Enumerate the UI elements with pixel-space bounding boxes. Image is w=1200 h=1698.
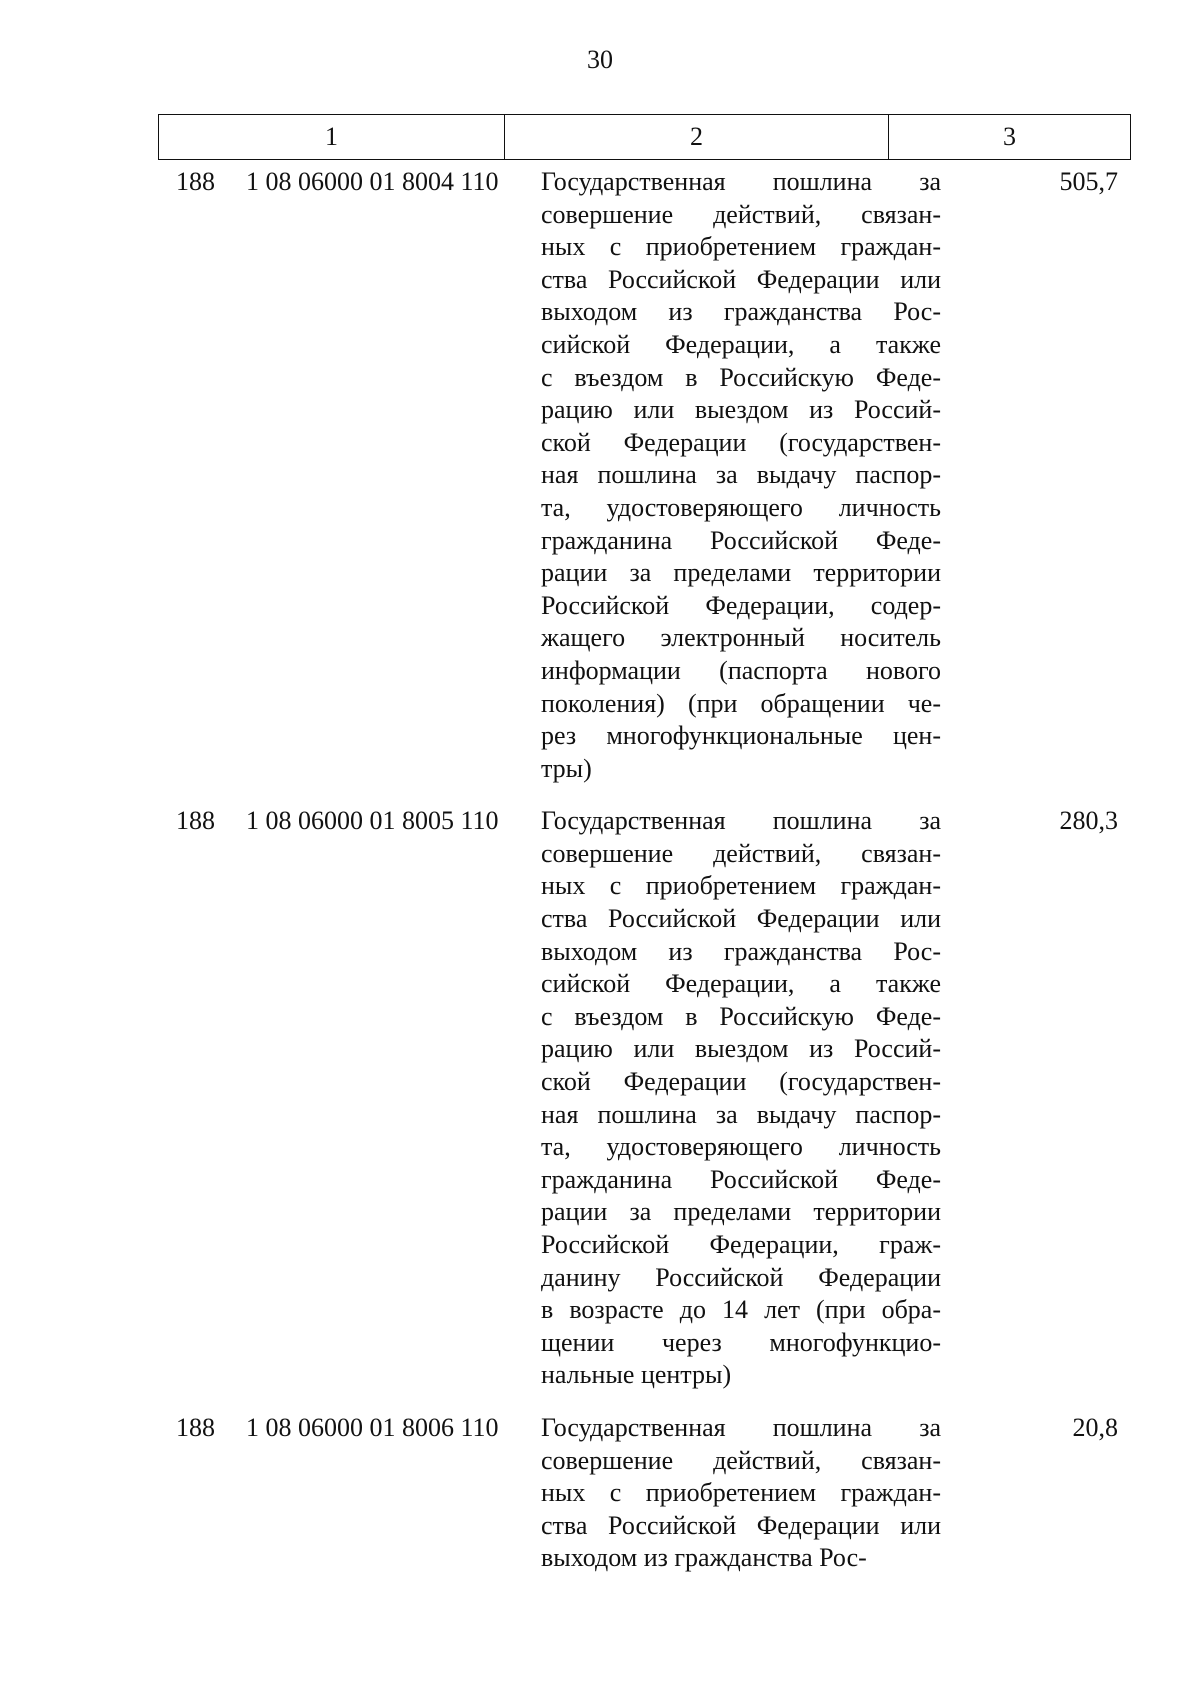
description-line: совершение действий, связан- xyxy=(541,1445,941,1475)
admin-code: 188 xyxy=(176,806,215,836)
description-line: ской Федерации (государствен- xyxy=(541,427,941,457)
table-row xyxy=(158,805,1130,1392)
description xyxy=(541,166,941,785)
description-line: ных с приобретением граждан- xyxy=(541,232,941,262)
description-line: ная пошлина за выдачу паспор- xyxy=(541,460,941,490)
description-line: Государственная пошлина за xyxy=(541,1412,941,1442)
description-line: выходом из гражданства Рос- xyxy=(541,936,941,966)
description-line: информации (паспорта нового xyxy=(541,655,941,685)
description-line: Российской Федерации, граж- xyxy=(541,1230,941,1259)
description-line: выходом из гражданства Рос- xyxy=(541,297,941,327)
description-line: ства Российской Федерации или xyxy=(541,1510,941,1540)
description-line: та, удостоверяющего личность xyxy=(541,492,941,522)
amount: 505,7 xyxy=(1059,167,1118,196)
description-line: выходом из гражданства Рос- xyxy=(541,1543,867,1573)
description-line: с въездом в Российскую Феде- xyxy=(541,362,941,392)
admin-code: 188 xyxy=(176,1412,215,1442)
column-header-1: 1 xyxy=(159,115,505,160)
description-line: рацию или выездом из Россий- xyxy=(541,395,941,425)
description-line: щении через многофункцио- xyxy=(541,1327,941,1357)
description xyxy=(541,1412,941,1575)
page-number: 30 xyxy=(587,45,613,74)
description-line: Государственная пошлина за xyxy=(541,167,941,196)
description-line: сийской Федерации, а также xyxy=(541,969,941,999)
budget-classification-code: 1 08 06000 01 8006 110 xyxy=(246,1412,499,1442)
table-header xyxy=(158,114,1131,160)
description-line: Российской Федерации, содер- xyxy=(541,590,941,620)
description-line: ской Федерации (государствен- xyxy=(541,1067,941,1097)
description-line: сийской Федерации, а также xyxy=(541,329,941,359)
amount: 20,8 xyxy=(1072,1412,1118,1442)
table-row xyxy=(158,166,1130,785)
table-body xyxy=(158,166,1130,1595)
description xyxy=(541,805,941,1392)
description-line: ства Российской Федерации или xyxy=(541,264,941,294)
description-line: ных с приобретением граждан- xyxy=(541,1478,941,1508)
description-line: рации за пределами территории xyxy=(541,558,941,588)
description-line: данину Российской Федерации xyxy=(541,1262,941,1292)
description-line: рации за пределами территории xyxy=(541,1197,941,1227)
description-line: поколения) (при обращении че- xyxy=(541,688,941,718)
description-line: ная пошлина за выдачу паспор- xyxy=(541,1099,941,1129)
description-line: с въездом в Российскую Феде- xyxy=(541,1001,941,1031)
description-line: ных с приобретением граждан- xyxy=(541,871,941,901)
description-line: гражданина Российской Феде- xyxy=(541,525,941,555)
budget-classification-code: 1 08 06000 01 8005 110 xyxy=(246,806,499,836)
table-row xyxy=(158,1412,1130,1575)
budget-classification-code: 1 08 06000 01 8004 110 xyxy=(246,167,499,196)
description-line: ства Российской Федерации или xyxy=(541,904,941,934)
description-line: рацию или выездом из Россий- xyxy=(541,1034,941,1064)
admin-code: 188 xyxy=(176,167,215,196)
description-line: жащего электронный носитель xyxy=(541,623,941,653)
description-line: нальные центры) xyxy=(541,1360,732,1390)
description-line: Государственная пошлина за xyxy=(541,806,941,836)
description-line: рез многофункциональные цен- xyxy=(541,721,941,751)
description-line: та, удостоверяющего личность xyxy=(541,1132,941,1162)
description-line: совершение действий, связан- xyxy=(541,838,941,868)
amount: 280,3 xyxy=(1059,806,1118,836)
table-header-row xyxy=(159,115,1131,160)
column-header-3: 3 xyxy=(889,115,1131,160)
column-header-2: 2 xyxy=(505,115,889,160)
description-line: тры) xyxy=(541,753,592,783)
description-line: гражданина Российской Феде- xyxy=(541,1164,941,1194)
description-line: в возрасте до 14 лет (при обра- xyxy=(541,1295,941,1325)
description-line: совершение действий, связан- xyxy=(541,199,941,229)
